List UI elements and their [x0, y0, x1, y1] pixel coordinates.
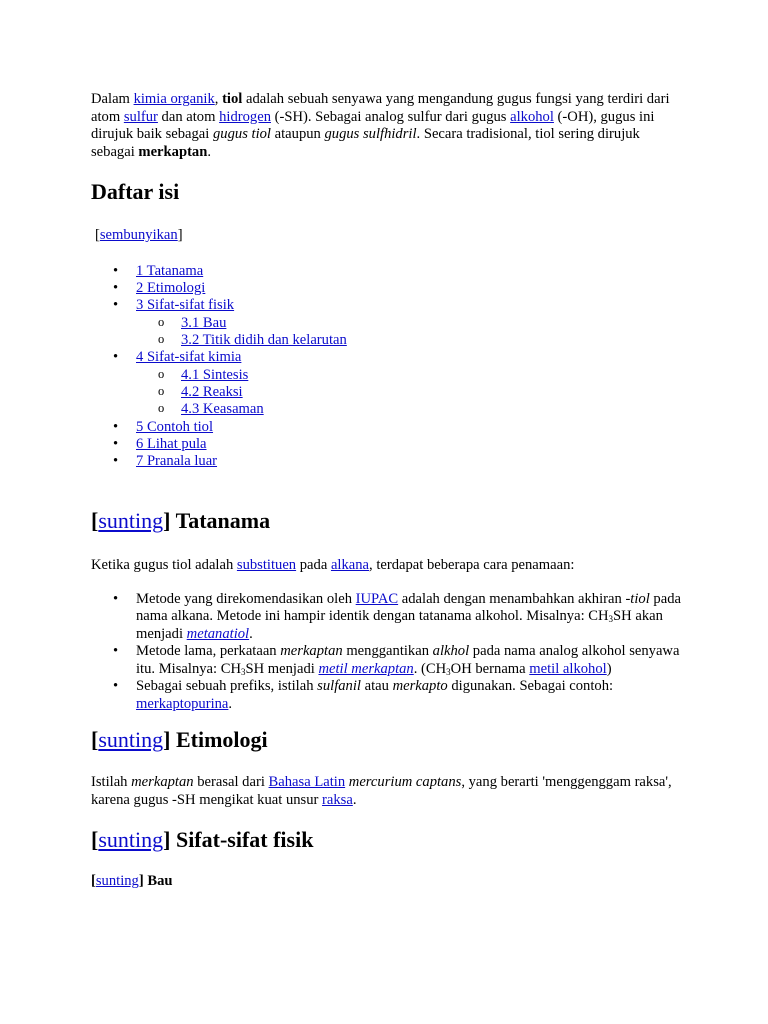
- toc-link-contoh-tiol[interactable]: 5 Contoh tiol: [136, 418, 214, 435]
- link-metanatiol[interactable]: [187, 626, 249, 642]
- toc-link-sintesis[interactable]: 4.1 Sintesis: [181, 366, 249, 383]
- italic-gugus-tiol: gugus tiol: [213, 126, 271, 142]
- toc-item: [91, 419, 681, 436]
- italic-alkhol: alkhol: [432, 643, 470, 660]
- heading-etimologi: [91, 727, 681, 753]
- text: menggantikan: [342, 643, 433, 660]
- link-text: metil merkaptan: [318, 660, 414, 677]
- toc-link-etimologi[interactable]: 2 Etimologi: [136, 279, 206, 296]
- text: SH menjadi: [245, 660, 319, 677]
- toc-link-keasaman[interactable]: 4.3 Keasaman: [181, 401, 264, 418]
- toc-toggle: [95, 227, 681, 245]
- text: . (CH: [413, 660, 447, 677]
- toc-subitem: [91, 401, 681, 418]
- article-content: [91, 91, 681, 891]
- text: atau: [360, 678, 393, 695]
- subscript: 3: [608, 614, 614, 625]
- bracket: [: [91, 727, 99, 753]
- link-sulfur[interactable]: sulfur: [123, 108, 158, 125]
- bracket: [: [95, 227, 100, 243]
- toc-subitem: [91, 367, 681, 384]
- heading-bau: [91, 873, 681, 891]
- text: berasal dari: [193, 774, 269, 791]
- link-hidrogen[interactable]: hidrogen: [219, 108, 271, 125]
- bracket: ]: [138, 873, 144, 890]
- italic-tiol: -tiol: [625, 590, 650, 607]
- toc-link-titik-didih[interactable]: 3.2 Titik didih dan kelarutan: [181, 331, 347, 348]
- toc-link-pranala-luar[interactable]: 7 Pranala luar: [136, 453, 218, 470]
- toc-subitem: [91, 332, 681, 349]
- text: Ketika gugus tiol adalah: [91, 557, 237, 574]
- toc-item: [91, 453, 681, 470]
- tatanama-intro: [91, 557, 681, 575]
- edit-link-tatanama[interactable]: sunting: [98, 508, 164, 534]
- link-metil-merkaptan[interactable]: [318, 661, 413, 677]
- intro-text: adalah sebuah senyawa yang mengandung gugus fungsi yang terdiri dari atom: [91, 91, 670, 125]
- text: , terdapat beberapa cara penamaan:: [369, 557, 575, 574]
- link-merkaptopurina[interactable]: merkaptopurina: [136, 695, 229, 712]
- section-title: Etimologi: [175, 727, 268, 753]
- bracket: [: [91, 873, 96, 890]
- text: pada: [296, 557, 331, 574]
- text: .: [352, 791, 357, 808]
- link-iupac[interactable]: IUPAC: [355, 590, 399, 607]
- toc-link-reaksi[interactable]: 4.2 Reaksi: [181, 383, 243, 400]
- section-title: Tatanama: [175, 508, 271, 534]
- toc-title: Daftar isi: [91, 179, 180, 204]
- bracket: ]: [163, 727, 171, 753]
- link-raksa[interactable]: raksa: [322, 791, 353, 808]
- toc-sublist: [136, 367, 681, 419]
- toc-hide-link[interactable]: sembunyikan: [99, 227, 178, 243]
- text: , yang berarti 'menggenggam raksa', karena gugus -SH mengikat kuat unsur: [91, 774, 672, 808]
- list-item: [91, 591, 681, 644]
- toc-subitem: [91, 384, 681, 401]
- link-text: metanatiol: [186, 625, 250, 642]
- text: pada nama alkana. Metode ini hampir identik dengan tatanama alkohol. Misalnya: CH: [136, 590, 681, 625]
- subscript: 3: [241, 666, 246, 677]
- text: .: [228, 695, 233, 712]
- text: pada nama analog alkohol senyawa itu. Misalnya: CH: [136, 643, 680, 677]
- edit-link-sifat-fisik[interactable]: sunting: [98, 827, 164, 853]
- list-item: [91, 643, 681, 678]
- toc-sublist: [136, 315, 681, 350]
- toc-list: [91, 263, 681, 471]
- intro-text: ataupun: [270, 126, 325, 142]
- toc-subitem: [91, 315, 681, 332]
- italic-sulfanil: sulfanil: [317, 678, 361, 695]
- toc-item: [91, 280, 681, 297]
- text: Metode yang direkomendasikan oleh: [136, 590, 356, 607]
- bracket: ]: [163, 827, 171, 853]
- italic-gugus-sulfhidril: gugus sulfhidril: [324, 126, 417, 142]
- text: OH bernama: [450, 660, 530, 677]
- heading-sifat-fisik: [91, 827, 681, 853]
- italic-merkapto: merkapto: [392, 678, 448, 695]
- intro-text: (-OH), gugus ini dirujuk baik sebagai: [91, 108, 655, 142]
- bracket: [: [91, 508, 99, 534]
- link-kimia-organik[interactable]: kimia organik: [133, 91, 215, 107]
- text: adalah dengan menambahkan akhiran: [398, 590, 626, 607]
- bold-tiol: tiol: [222, 91, 243, 107]
- intro-text: .: [207, 143, 211, 160]
- italic-mercurium-captans: mercurium captans: [348, 774, 462, 791]
- bracket: [: [91, 827, 99, 853]
- list-item: [91, 678, 681, 713]
- toc-item: [91, 349, 681, 418]
- bracket: ]: [163, 508, 171, 534]
- toc-link-tatanama[interactable]: 1 Tatanama: [136, 262, 204, 279]
- tatanama-list: [91, 591, 681, 714]
- text: Metode lama, perkataan: [136, 643, 281, 660]
- toc-link-sifat-kimia[interactable]: 4 Sifat-sifat kimia: [136, 349, 242, 366]
- intro-text: Dalam: [91, 91, 134, 107]
- italic-merkaptan: merkaptan: [280, 643, 343, 660]
- text: digunakan. Sebagai contoh:: [447, 678, 614, 695]
- text: .: [249, 625, 253, 642]
- toc-link-sifat-fisik[interactable]: 3 Sifat-sifat fisik: [136, 297, 235, 314]
- bracket: ]: [177, 227, 183, 243]
- intro-text: ,: [214, 91, 223, 107]
- intro-paragraph: [91, 91, 681, 161]
- text: ): [606, 660, 612, 677]
- section-title: Bau: [147, 873, 173, 890]
- edit-link-etimologi[interactable]: sunting: [98, 727, 164, 753]
- heading-tatanama: [91, 508, 681, 534]
- link-alkana[interactable]: alkana: [330, 557, 370, 574]
- intro-text: dan atom: [157, 108, 220, 125]
- link-alkohol[interactable]: alkohol: [510, 108, 554, 125]
- bold-merkaptan: merkaptan: [138, 143, 208, 160]
- etimologi-paragraph: [91, 774, 681, 809]
- toc-link-bau[interactable]: 3.1 Bau: [181, 314, 227, 331]
- link-metil-alkohol[interactable]: metil alkohol: [529, 660, 607, 677]
- link-substituen[interactable]: substituen: [236, 557, 297, 574]
- toc-link-lihat-pula[interactable]: 6 Lihat pula: [136, 435, 207, 452]
- link-bahasa-latin[interactable]: Bahasa Latin: [268, 774, 346, 791]
- text: SH akan menjadi: [136, 608, 663, 642]
- intro-text: . Secara tradisional, tiol sering dirujuk sebagai: [91, 126, 640, 160]
- toc-item: [91, 263, 681, 280]
- italic-merkaptan: merkaptan: [131, 774, 194, 791]
- edit-link-bau[interactable]: sunting: [95, 873, 139, 890]
- toc-item: [91, 297, 681, 349]
- intro-text: (-SH). Sebagai analog sulfur dari gugus: [271, 108, 511, 125]
- text: Istilah: [91, 774, 132, 791]
- text: Sebagai sebuah prefiks, istilah: [136, 678, 318, 695]
- section-title: Sifat-sifat fisik: [175, 827, 314, 853]
- toc-item: [91, 436, 681, 453]
- subscript: 3: [446, 666, 451, 677]
